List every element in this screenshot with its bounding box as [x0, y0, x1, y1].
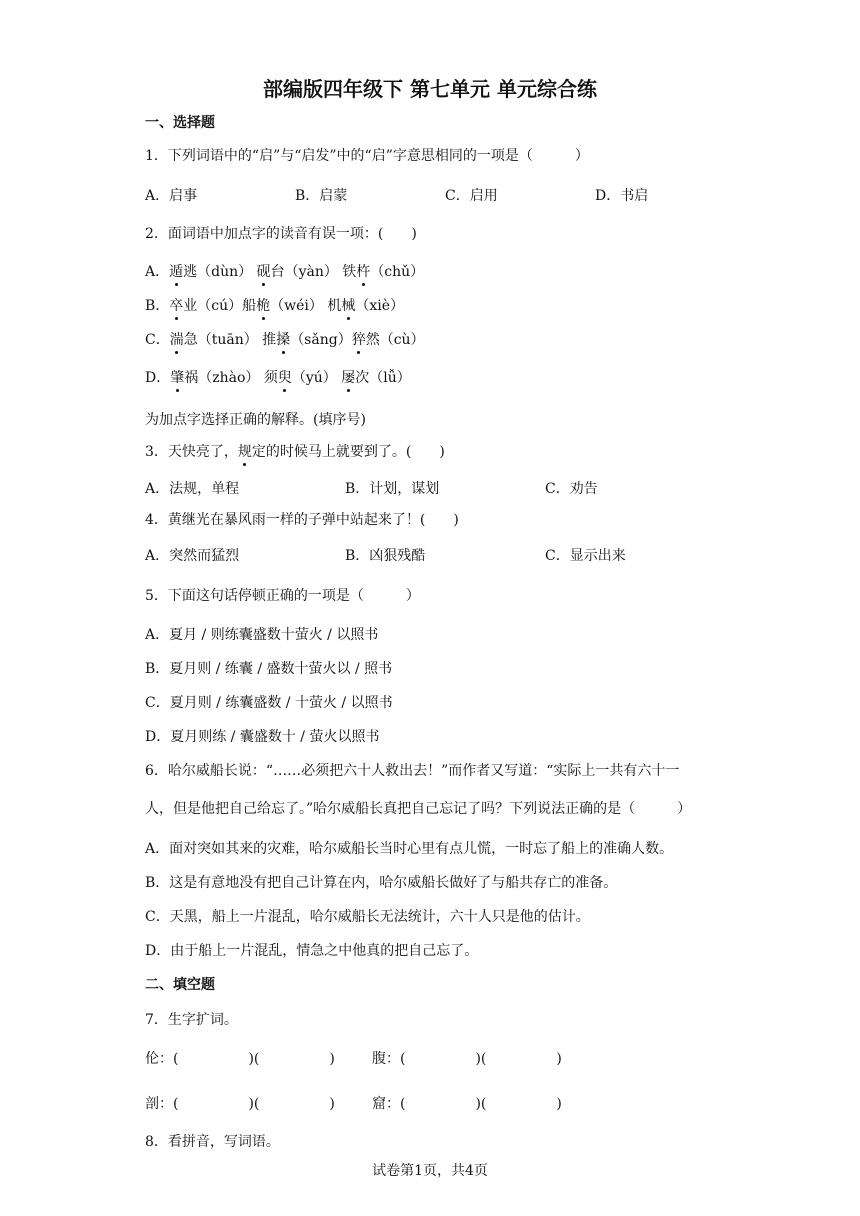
question-4-option-a: A．突然而猛烈	[145, 548, 240, 564]
question-1-option-b: B．启蒙	[295, 188, 348, 204]
question-3-option-b: B．计划，谋划	[345, 481, 440, 497]
question-3-stem: 3．天快亮了，规定的时候马上就要到了。( )	[145, 444, 445, 460]
emphasis-dot-char: 搡	[276, 332, 291, 348]
question-1-stem: 1．下列词语中的“启”与“启发”中的“启”字意思相同的一项是（ ）	[145, 148, 589, 164]
emphasis-dot-char: 臾	[277, 370, 292, 386]
page-title: 部编版四年级下 第七单元 单元综合练	[263, 77, 597, 101]
question-7-stem: 7．生字扩词。	[145, 1012, 238, 1028]
emphasis-dot-char: 桅	[256, 298, 271, 314]
question-4-option-b: B．凶狠残酷	[345, 548, 426, 564]
question-6-option-c: C．天黑，船上一片混乱，哈尔威船长无法统计，六十人只是他的估计。	[145, 909, 590, 925]
emphasis-dot-char: 规	[237, 444, 252, 460]
question-1-option-a: A．启事	[145, 188, 198, 204]
question-7-row-2-left: 剖：( )( )	[145, 1096, 335, 1112]
question-1-option-d: D．书启	[595, 188, 649, 204]
emphasis-dot-char: 湍	[169, 332, 184, 348]
emphasis-dot-char: 卒	[169, 298, 184, 314]
emphasis-dot-char: 猝	[351, 332, 366, 348]
question-4-stem: 4．黄继光在暴风雨一样的子弹中站起来了！( )	[145, 512, 459, 528]
emphasis-dot-char: 砚	[256, 264, 271, 280]
question-5-option-c: C．夏月则 / 练囊盛数 / 十萤火 / 以照书	[145, 695, 393, 711]
question-4-option-c: C．显示出来	[545, 548, 626, 564]
emphasis-dot-char: 肇	[170, 370, 185, 386]
question-5-option-a: A．夏月 / 则练囊盛数十萤火 / 以照书	[145, 627, 379, 643]
question-6-option-d: D．由于船上一片混乱，情急之中他真的把自己忘了。	[145, 943, 479, 959]
question-6-option-b: B．这是有意地没有把自己计算在内，哈尔威船长做好了与船共存亡的准备。	[145, 875, 618, 891]
question-1-option-c: C．启用	[445, 188, 498, 204]
section-heading-choice: 一、选择题	[145, 115, 215, 131]
emphasis-dot-char: 械	[341, 298, 356, 314]
question-3-option-a: A．法规，单程	[145, 481, 240, 497]
question-5-stem: 5．下面这句话停顿正确的一项是（ ）	[145, 588, 420, 604]
question-6-stem-line-1: 6．哈尔威船长说：“……必须把六十人救出去！”而作者又写道：“实际上一共有六十一	[145, 763, 680, 779]
question-5-option-b: B．夏月则 / 练囊 / 盛数十萤火以 / 照书	[145, 661, 393, 677]
section-heading-fill-blank: 二、填空题	[145, 977, 215, 993]
question-2-option-b: B．卒业（cú）船桅（wéi） 机械（xiè）	[145, 298, 405, 314]
question-2-option-d: D．肇祸（zhào） 须臾（yú） 屡次（lǚ）	[145, 370, 411, 386]
question-7-row-1-left: 伦：( )( )	[145, 1051, 335, 1067]
question-3-option-c: C．劝告	[545, 481, 598, 497]
question-7-row-1-right: 腹：( )( )	[372, 1051, 562, 1067]
question-6-option-a: A．面对突如其来的灾难，哈尔威船长当时心里有点儿慌，一时忘了船上的准确人数。	[145, 841, 674, 857]
emphasis-dot-char: 杵	[356, 264, 371, 280]
instruction-text: 为加点字选择正确的解释。(填序号)	[145, 412, 366, 428]
question-8-stem: 8．看拼音，写词语。	[145, 1134, 280, 1150]
emphasis-dot-char: 屡	[341, 370, 356, 386]
page-footer: 试卷第1页，共4页	[372, 1163, 488, 1179]
question-2-option-c: C．湍急（tuān） 推搡（sǎng）猝然（cù）	[145, 332, 425, 348]
question-6-stem-line-2: 人，但是他把自己给忘了。”哈尔威船长真把自己忘记了吗？下列说法正确的是（ ）	[145, 801, 692, 817]
question-7-row-2-right: 窟：( )( )	[372, 1096, 562, 1112]
emphasis-dot-char: 遁	[169, 264, 184, 280]
question-5-option-d: D．夏月则练 / 囊盛数十 / 萤火以照书	[145, 729, 380, 745]
question-2-stem: 2．面词语中加点字的读音有误一项：( )	[145, 226, 417, 242]
question-2-option-a: A．遁逃（dùn） 砚台（yàn） 铁杵（chǔ）	[145, 264, 425, 280]
